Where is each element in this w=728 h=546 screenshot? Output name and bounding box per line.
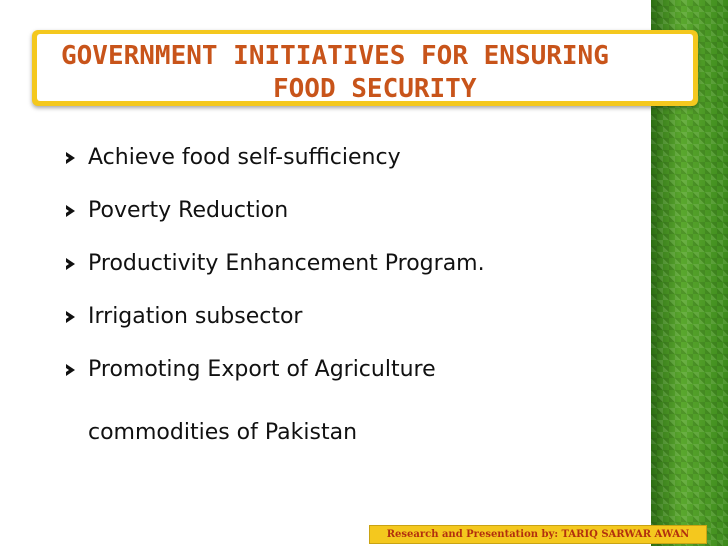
arrow-bullet-icon [66, 364, 75, 376]
bullet-continuation-text: commodities of Pakistan [88, 420, 358, 445]
bullet-item [66, 138, 626, 191]
arrow-bullet-icon [66, 258, 75, 270]
bullet-continuation [66, 403, 626, 456]
bullet-list [66, 138, 626, 456]
bullet-item [66, 350, 626, 403]
arrow-bullet-icon [66, 311, 75, 323]
arrow-bullet-icon [66, 152, 75, 164]
bullet-item [66, 244, 626, 297]
presenter-credit-footer: Research and Presentation by: TARIQ SARWAR AWAN [369, 525, 707, 544]
bullet-text: Promoting Export of Agriculture [88, 357, 436, 382]
bullet-text: Achieve food self-sufficiency [88, 145, 401, 170]
title-banner-inner [37, 34, 693, 104]
slide-title [61, 40, 673, 106]
slide-title-line-2: FOOD SECURITY [273, 74, 477, 104]
bullet-text: Poverty Reduction [88, 198, 289, 223]
bullet-text: Productivity Enhancement Program. [88, 251, 485, 276]
bullet-item [66, 191, 626, 244]
slide-title-line-1: GOVERNMENT INITIATIVES FOR ENSURING [61, 41, 609, 71]
title-banner [32, 30, 698, 106]
arrow-bullet-icon [66, 205, 75, 217]
bullet-item [66, 297, 626, 350]
bullet-text: Irrigation subsector [88, 304, 303, 329]
